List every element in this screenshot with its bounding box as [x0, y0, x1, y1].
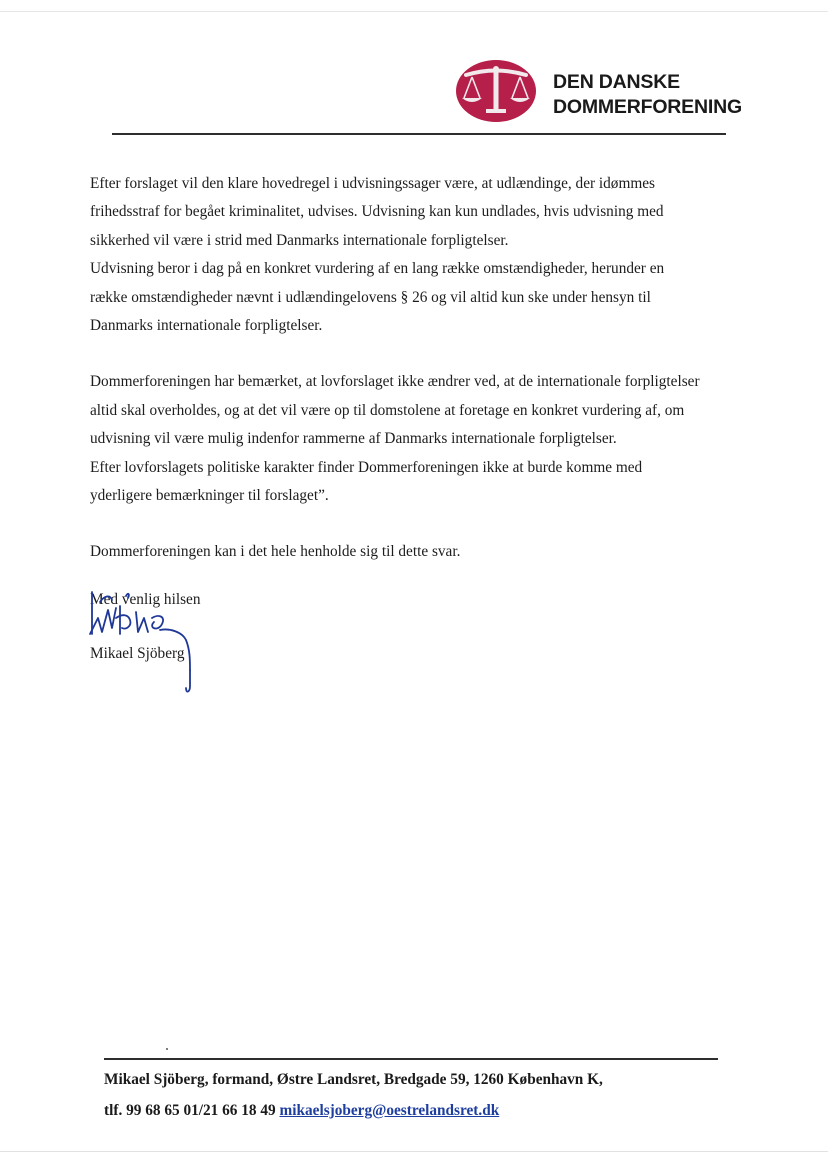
scan-edge-top — [0, 11, 828, 12]
text-line: altid skal overholdes, og at det vil være op til domstolene at foretage en konkret vurdering af, om — [90, 401, 685, 419]
text-line: Dommerforeningen har bemærket, at lovforslaget ikke ændrer ved, at de internationale forpligtelser — [90, 373, 700, 391]
paragraph-2 — [90, 368, 750, 510]
handwritten-signature — [86, 588, 216, 700]
paragraph-1 — [90, 170, 750, 340]
organization-name-line1: DEN DANSKE — [553, 71, 680, 93]
footer-address: Mikael Sjöberg, formand, Østre Landsret, Bredgade 59, 1260 København K, — [104, 1071, 603, 1088]
text-line: frihedsstraf for begået kriminalitet, udvises. Udvisning kan kun undlades, hvis udvisning med — [90, 203, 664, 221]
footer-contact-line — [104, 1095, 603, 1126]
footer-email-link[interactable]: mikaelsjoberg@oestrelandsret.dk — [279, 1102, 500, 1119]
text-line: yderligere bemærkninger til forslaget”. — [90, 487, 329, 505]
text-line: Efter lovforslagets politiske karakter finder Dommerforeningen ikke at burde komme med — [90, 458, 643, 476]
paragraph-3 — [90, 538, 750, 566]
header-divider — [112, 133, 726, 135]
text-line: udvisning vil være mulig indenfor rammerne af Danmarks internationale forpligtelser. — [90, 430, 617, 448]
organization-name — [553, 70, 742, 120]
scan-edge-bottom — [0, 1151, 828, 1152]
scan-speck — [166, 1048, 168, 1050]
letter-body — [90, 170, 750, 567]
footer-contact — [104, 1064, 603, 1126]
text-line: sikkerhed vil være i strid med Danmarks internationale forpligtelser. — [90, 231, 509, 249]
text-line: Danmarks internationale forpligtelser. — [90, 317, 323, 335]
greeting: Med venlig hilsen — [90, 591, 201, 608]
organization-name-line2: DOMMERFORENING — [553, 96, 742, 118]
text-line: Udvisning beror i dag på en konkret vurdering af en lang række omstændigheder, herunder en — [90, 260, 665, 278]
signatory-name: Mikael Sjöberg — [90, 645, 185, 662]
scales-of-justice-icon — [456, 60, 536, 122]
text-line: Dommerforeningen kan i det hele henholde sig til dette svar. — [90, 543, 461, 561]
text-line: Efter forslaget vil den klare hovedregel i udvisningssager være, at udlændinge, der idømmes — [90, 175, 655, 192]
footer-divider — [104, 1058, 718, 1060]
footer-phone: tlf. 99 68 65 01/21 66 18 49 — [104, 1102, 276, 1119]
text-line: række omstændigheder nævnt i udlændingelovens § 26 og vil altid kun ske under hensyn til — [90, 288, 651, 306]
